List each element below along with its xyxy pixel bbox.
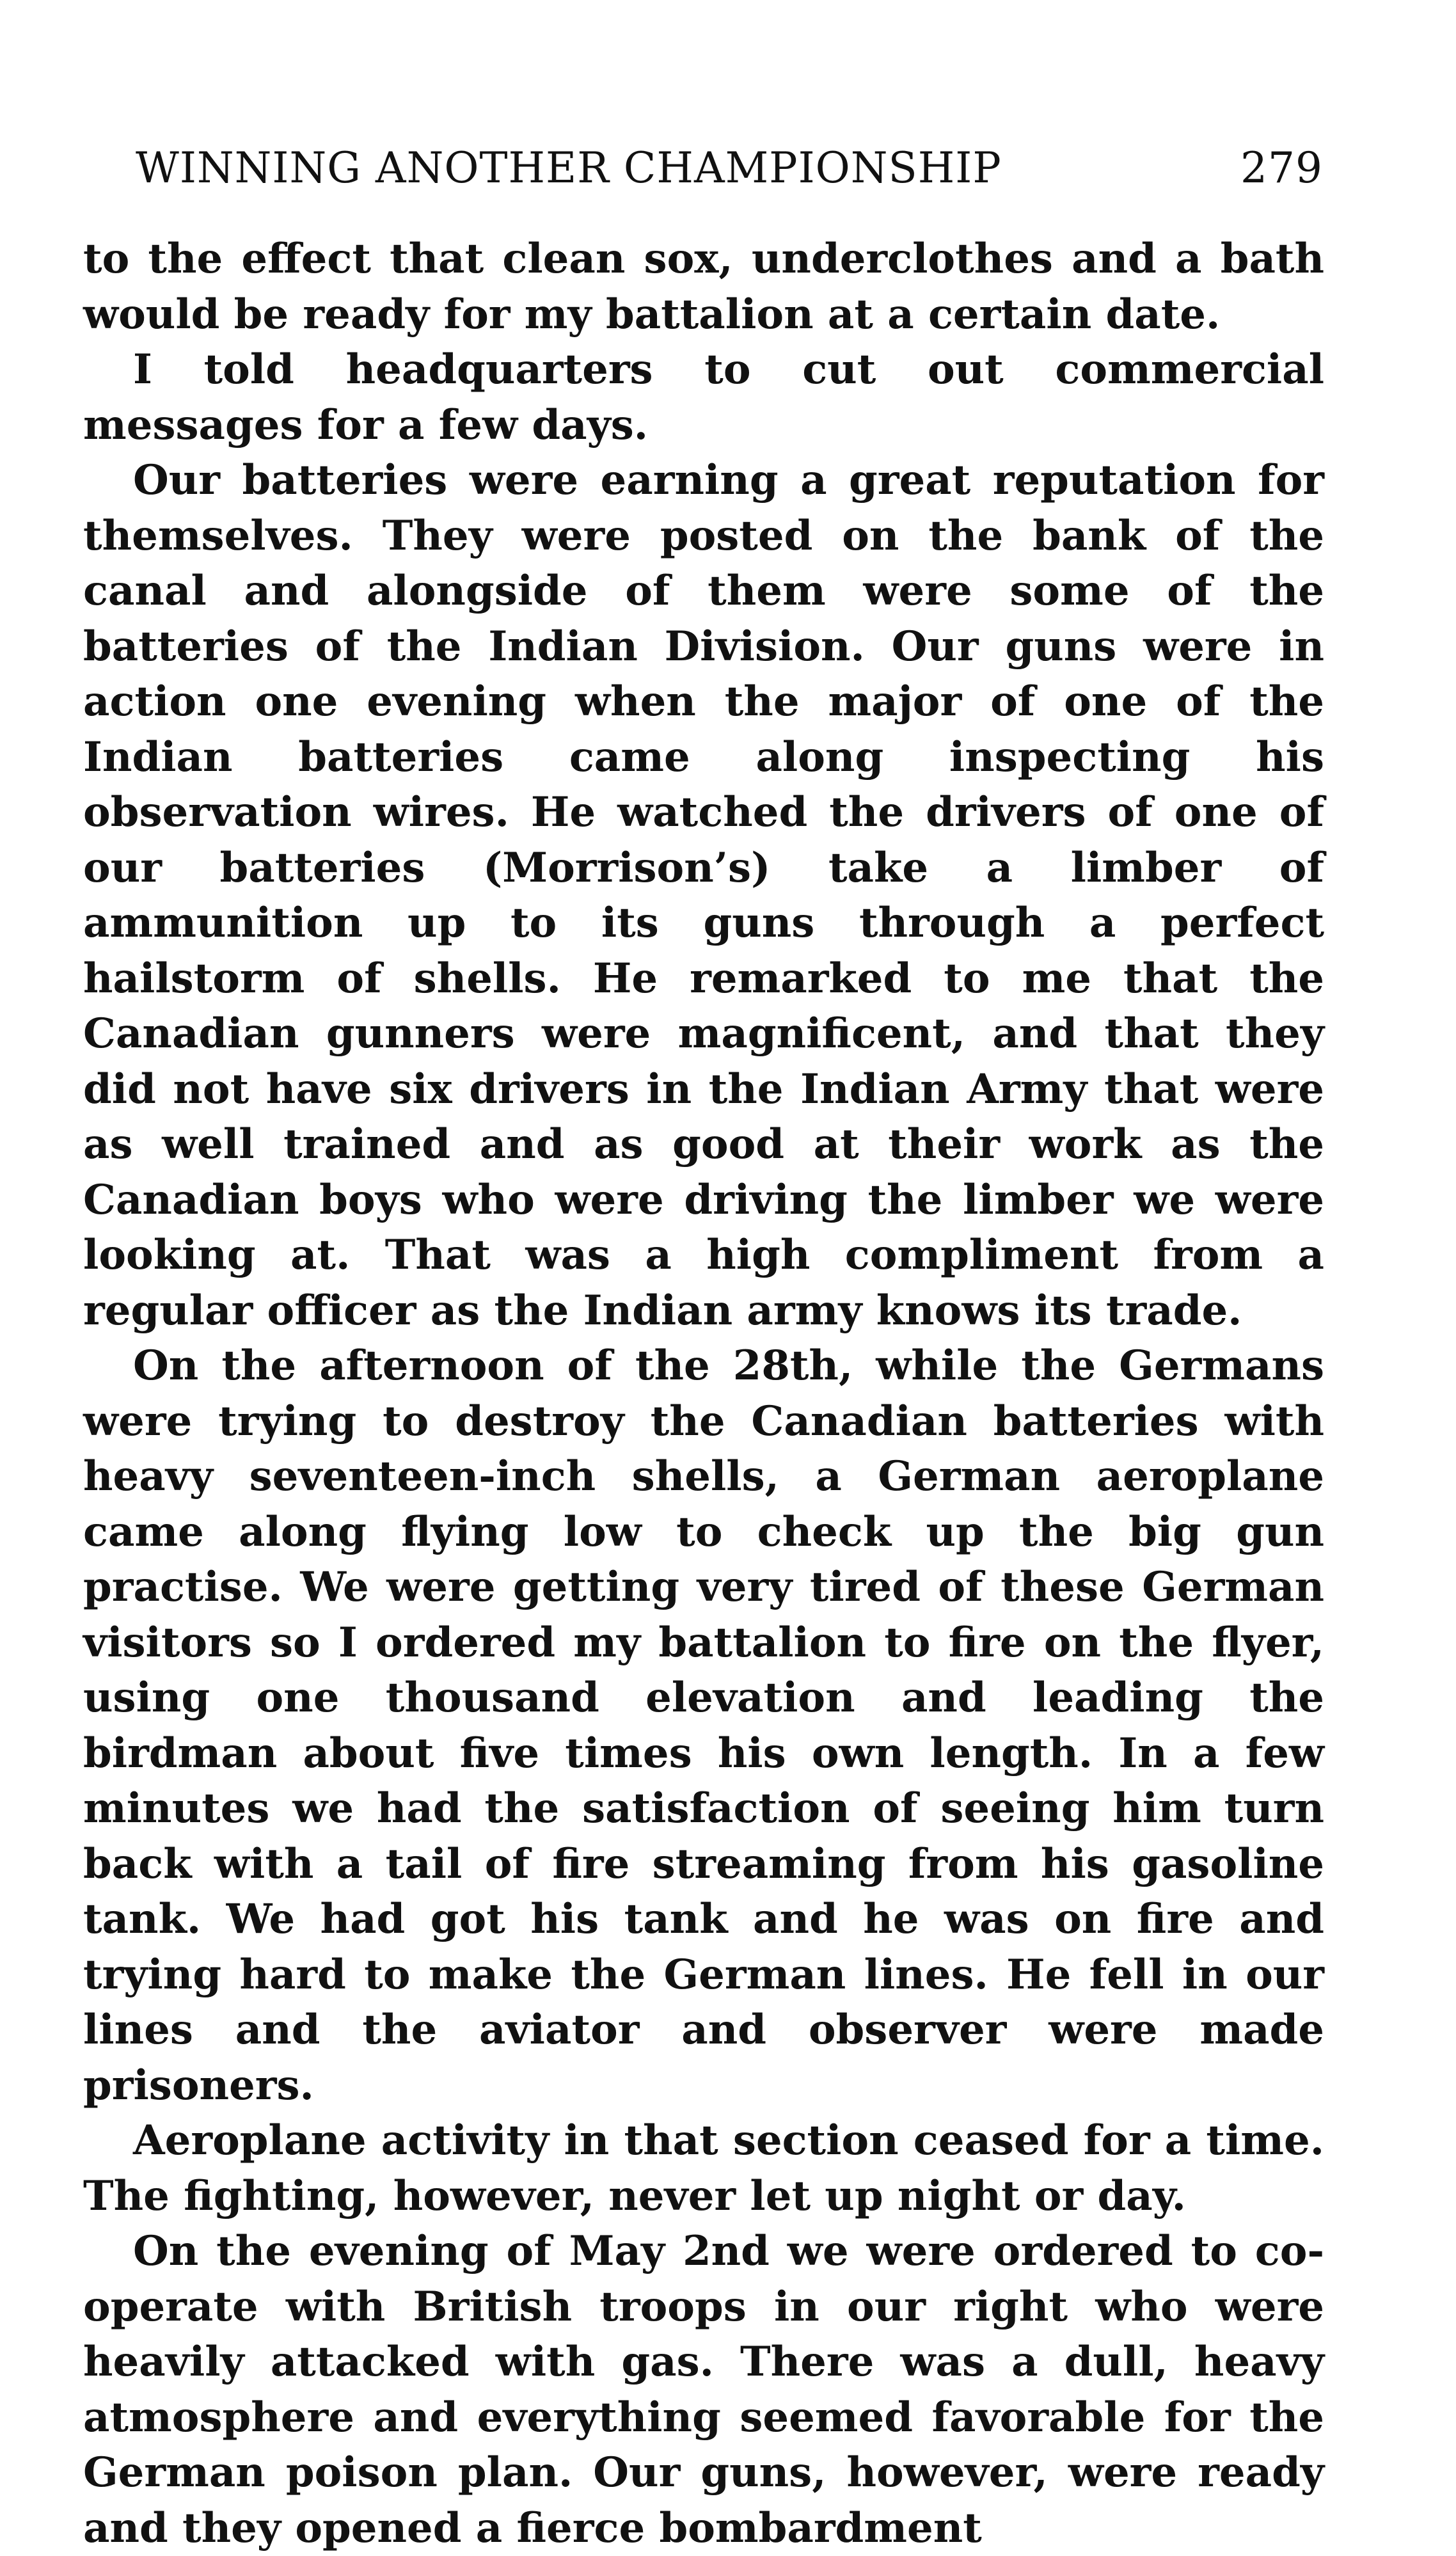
body-text xyxy=(83,232,1324,2556)
paragraph: On the evening of May 2nd we were ordered to co-operate with British troops in our right who were heavily attacked with gas. There was a dull, heavy atmosphere and everything seemed favorable for the German poison plan. Our guns, however, were ready and they opened a fierce bombardment xyxy=(83,2227,1324,2552)
chapter-title: WINNING ANOTHER CHAMPIONSHIP xyxy=(136,143,1002,193)
paragraph: Aeroplane activity in that section ceased for a time. The fighting, however, never let up night or day. xyxy=(83,2116,1324,2220)
paragraph: On the afternoon of the 28th, while the Germans were trying to destroy the Canadian batteries with heavy seventeen-inch shells, a German aeroplane came along flying low to check up the big gun practise. We were getting very tired of these German visitors so I ordered my battalion to fire on the flyer, using one thousand elevation and leading the birdman about five times his own length. In a few minutes we had the satisfaction of seeing him turn back with a tail of fire streaming from his gasoline tank. We had got his tank and he was on fire and trying hard to make the German lines. He fell in our lines and the aviator and observer were made prisoners. xyxy=(83,1342,1324,2109)
paragraph-continued: to the effect that clean sox, underclothes and a bath would be ready for my battalion at a certain date. xyxy=(83,235,1324,338)
paragraph: I told headquarters to cut out commercial messages for a few days. xyxy=(83,345,1324,449)
page-number: 279 xyxy=(1240,143,1323,193)
paragraph: Our batteries were earning a great reputation for themselves. They were posted on the bank of the canal and alongside of them were some of the batteries of the Indian Division. Our guns were in action one evening when the major of one of the Indian batteries came along inspecting his observation wires. He watched the drivers of one of our batteries (Morrison’s) take a limber of ammunition up to its guns through a perfect hailstorm of shells. He remarked to me that the Canadian gunners were magnificent, and that they did not have six drivers in the Indian Army that were as well trained and as good at their work as the Canadian boys who were driving the limber we were looking at. That was a high compliment from a regular officer as the Indian army knows its trade. xyxy=(83,456,1324,1335)
running-head xyxy=(136,136,1323,206)
